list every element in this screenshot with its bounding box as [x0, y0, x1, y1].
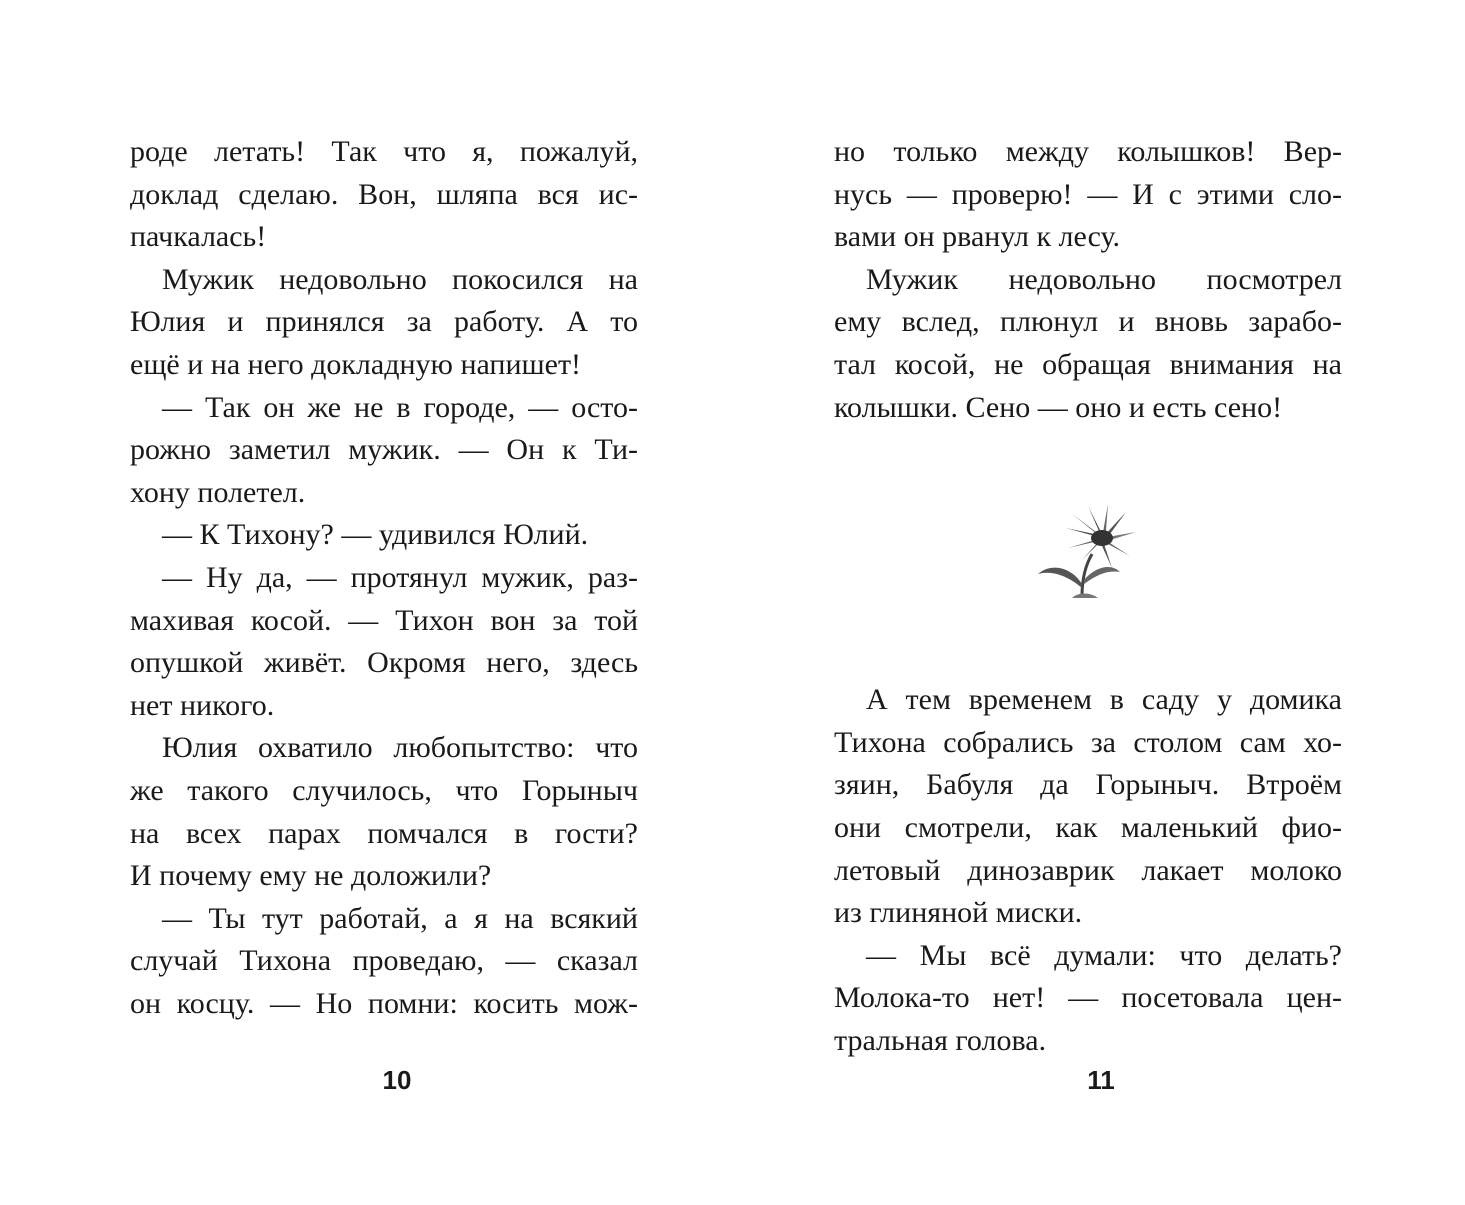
text-line: из глиняной миски. [834, 896, 1083, 930]
text-line: тал косой, не обращая внимания на [834, 347, 1342, 381]
text-line: колышки. Сено — оно и есть сено! [834, 390, 1283, 424]
text-line: на всех парах помчался в гости? [130, 816, 638, 850]
text-line: опушкой живёт. Окромя него, здесь [130, 646, 638, 680]
text-line: нет никого. [130, 688, 275, 722]
text-line: пачкалась! [130, 220, 267, 254]
text-line: ему вслед, плюнул и вновь зарабо- [834, 305, 1342, 339]
text-line: — Ну да, — протянул мужик, раз- [162, 560, 638, 594]
page-number-right: 11 [1087, 1065, 1115, 1095]
text-line: тральная голова. [834, 1023, 1047, 1057]
text-line: — Ты тут работай, а я на всякий [162, 901, 638, 935]
left-page [130, 131, 638, 1025]
text-line: Юлия охватило любопытство: что [162, 731, 638, 765]
text-line: рожно заметил мужик. — Он к Ти- [130, 433, 638, 467]
text-line: вами он рванул к лесу. [834, 220, 1120, 254]
page-number-left: 10 [382, 1065, 412, 1095]
text-line: махивая косой. — Тихон вон за той [130, 603, 638, 637]
text-line: А тем временем в саду у домика [866, 683, 1342, 717]
text-line: роде летать! Так что я, пожалуй, [130, 135, 638, 168]
text-line: Мужик недовольно покосился на [162, 262, 638, 296]
text-line: нусь — проверю! — И с этими сло- [834, 177, 1342, 211]
text-line: И почему ему не доложили? [130, 859, 492, 893]
text-line: летовый динозаврик лакает молоко [834, 853, 1342, 887]
text-line: но только между колышков! Вер- [834, 135, 1342, 168]
text-line: ещё и на него докладную напишет! [130, 347, 582, 381]
text-line: зяин, Бабуля да Горыныч. Втроём [834, 768, 1342, 802]
text-line: Тихона собрались за столом сам хо- [834, 725, 1342, 759]
text-line: Мужик недовольно посмотрел [866, 262, 1342, 296]
text-line: хону полетел. [130, 475, 306, 509]
text-line: же такого случилось, что Горыныч [130, 773, 638, 807]
flower-icon [1030, 504, 1140, 599]
text-line: они смотрели, как маленький фио- [834, 810, 1342, 844]
text-line: — Так он же не в городе, — осто- [162, 390, 638, 424]
text-line: — Мы всё думали: что делать? [866, 938, 1342, 972]
text-line: Молока-то нет! — посетовала цен- [834, 981, 1342, 1015]
right-page [834, 131, 1342, 1063]
text-line: доклад сделаю. Вон, шляпа вся ис- [130, 177, 638, 211]
text-line: — К Тихону? — удивился Юлий. [162, 518, 589, 552]
text-line: случай Тихона проведаю, — сказал [130, 944, 638, 978]
text-line: Юлия и принялся за работу. А то [130, 305, 638, 339]
ornament-divider [834, 429, 1342, 679]
text-line: он косцу. — Но помни: косить мож- [130, 986, 638, 1020]
